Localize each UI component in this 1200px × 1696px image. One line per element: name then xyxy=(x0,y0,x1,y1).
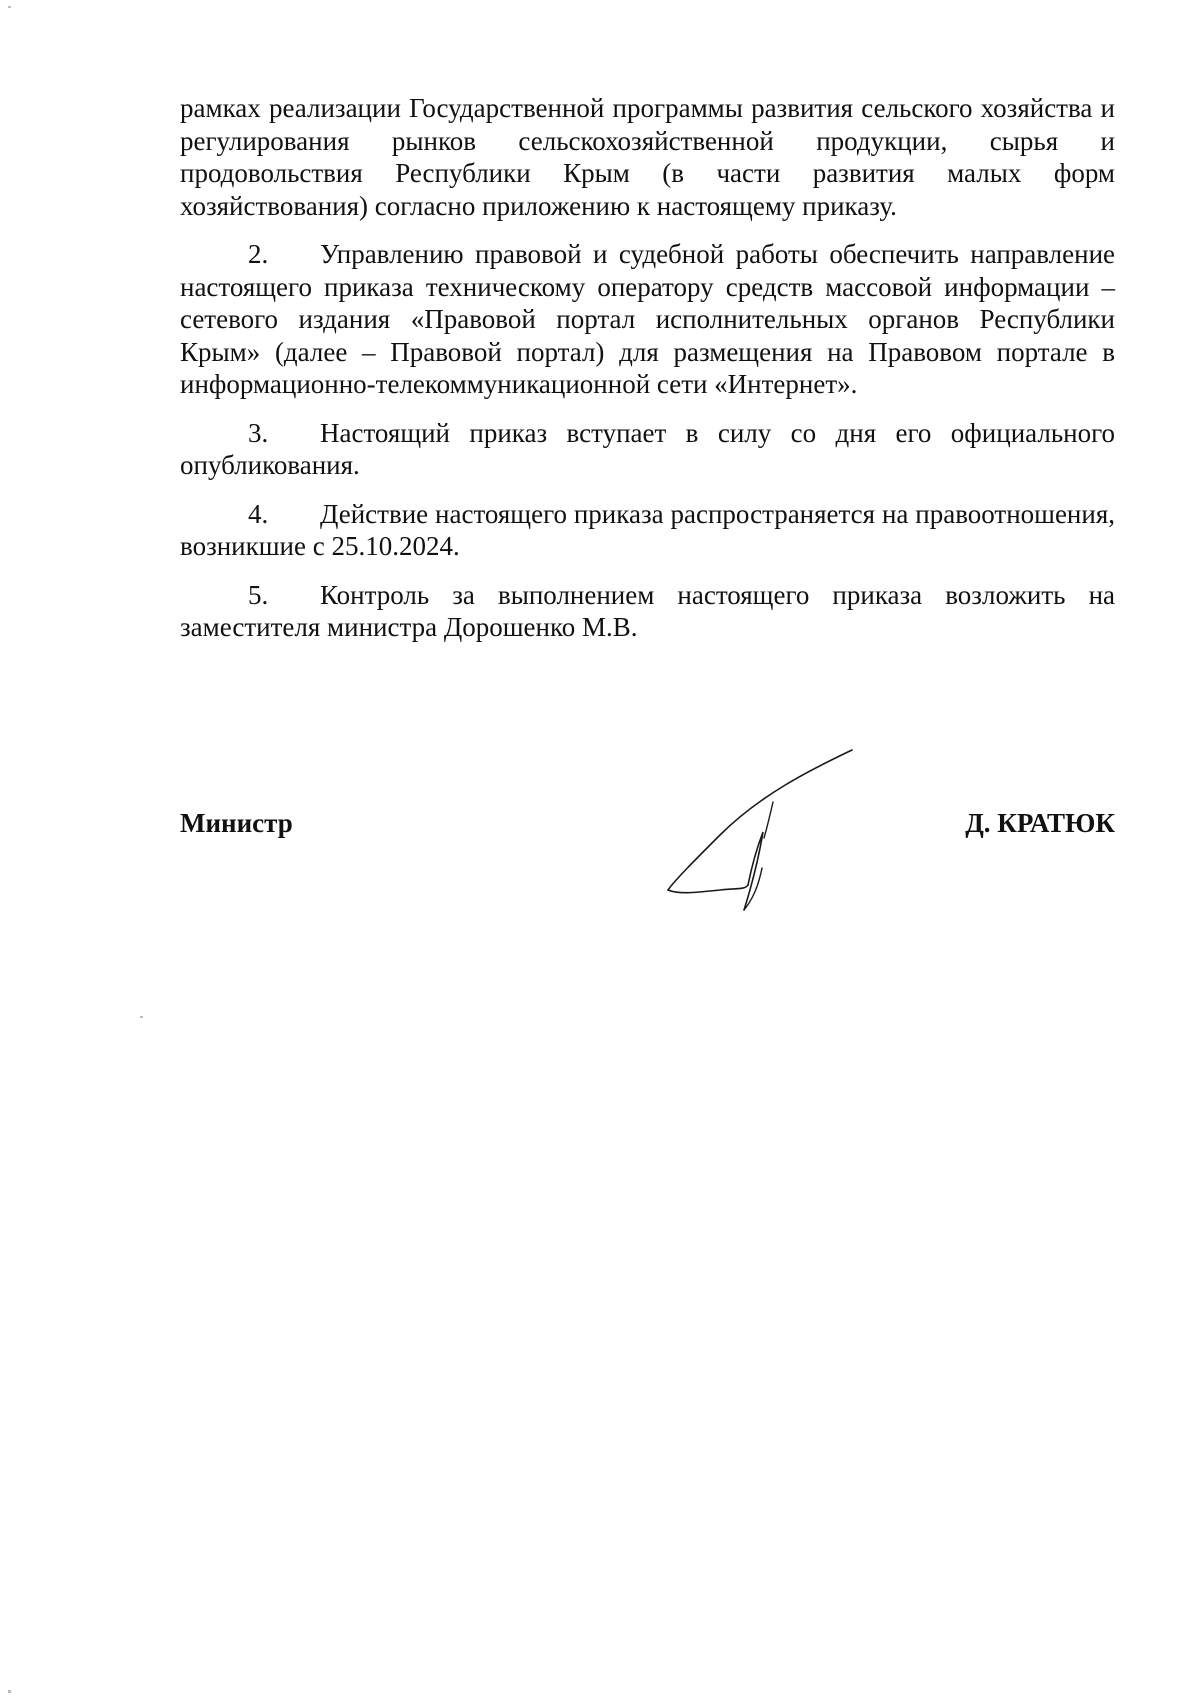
signature-block xyxy=(180,808,1115,848)
scan-speck xyxy=(8,6,11,8)
paragraph-5 xyxy=(180,579,1115,644)
paragraph-2 xyxy=(180,238,1115,401)
scan-speck xyxy=(140,1016,143,1018)
paragraph-text: Действие настоящего приказа распространяется на правоотношения, возникшие с 25.10.2024. xyxy=(180,498,1115,561)
paragraph-number: 3. xyxy=(248,417,269,448)
document-body xyxy=(180,92,1115,660)
paragraph-1-continuation xyxy=(180,92,1115,222)
signatory-name: Д. КРАТЮК xyxy=(965,808,1115,838)
paragraph-text: Настоящий приказ вступает в силу со дня его официального опубликования. xyxy=(180,417,1115,480)
paragraph-number: 4. xyxy=(248,498,269,529)
signatory-role: Министр xyxy=(180,808,293,838)
paragraph-3 xyxy=(180,417,1115,482)
paragraph-text: Управлению правовой и судебной работы обеспечить направление настоящего приказа техническому оператору средств массовой информации – сетевого издания «Правовой портал исполнительных органов Республики Крым» (далее – Правовой портал) для размещения на Правовом портале в информационно-телекоммуникационной сети «Интернет». xyxy=(180,239,1115,399)
paragraph-text: Контроль за выполнением настоящего приказа возложить на заместителя министра Дорошенко М.В. xyxy=(180,579,1115,642)
paragraph-4 xyxy=(180,498,1115,563)
paragraph-text: рамках реализации Государственной программы развития сельского хозяйства и регулирования рынков сельскохозяйственной продукции, сырья и продовольствия Республики Крым (в части развития малых форм хозяйствования) согласно приложению к настоящему приказу. xyxy=(180,93,1115,221)
paragraph-number: 5. xyxy=(248,579,269,610)
scan-speck xyxy=(8,1690,11,1693)
paragraph-number: 2. xyxy=(248,239,269,269)
